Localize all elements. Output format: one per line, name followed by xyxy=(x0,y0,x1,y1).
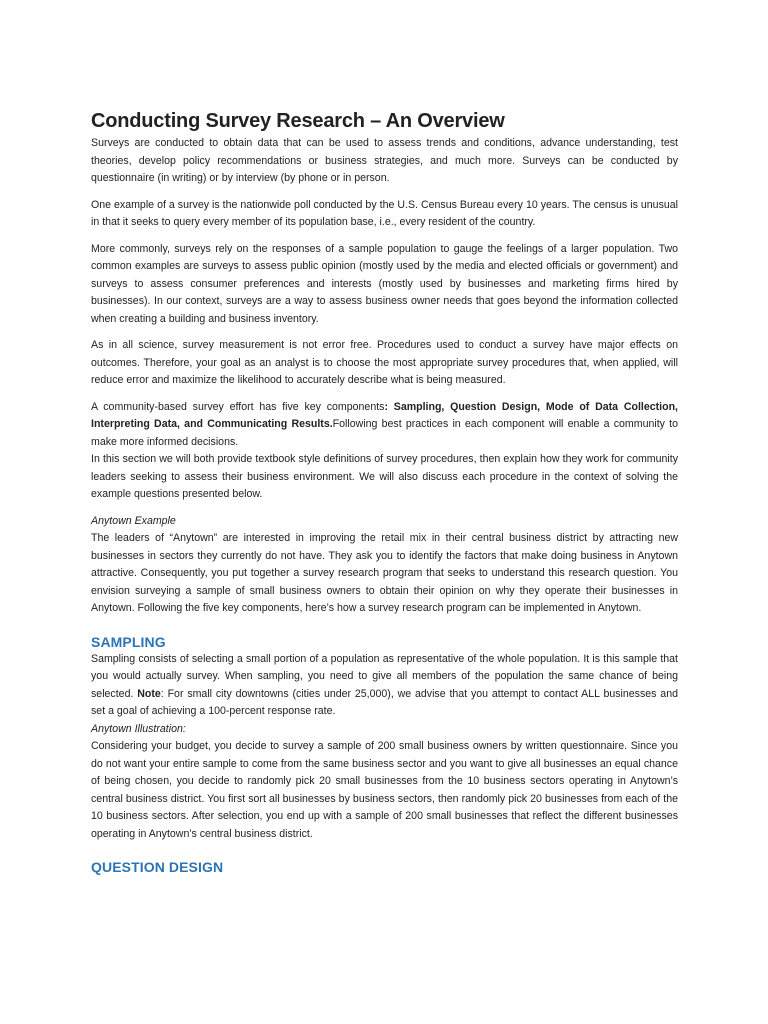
paragraph-sampling xyxy=(91,651,678,721)
document-body xyxy=(91,110,678,876)
sampling-text: Sampling consists of selecting a small portion of a population as representative of the whole population. It is this sample that you would actually survey. When sampling, you need to give all members of the population the same chance of being selected. xyxy=(91,652,678,700)
paragraph-intro: Surveys are conducted to obtain data that can be used to assess trends and conditions, advance understanding, test theories, develop policy recommendations or business strategies, and much more. Surveys can be conducted by questionnaire (in writing) or by interview (by phone or in person. xyxy=(91,137,678,184)
sampling-heading: SAMPLING xyxy=(91,633,166,650)
page-title: Conducting Survey Research – An Overview xyxy=(91,110,505,132)
paragraph-anytown: The leaders of “Anytown” are interested in improving the retail mix in their central business district by attracting new businesses in sectors they currently do not have. They ask you to identify the factors that make doing business in Anytown attractive. Consequently, you put together a survey research program that seeks to understand this research question. You envision surveying a sample of small business owners to obtain their opinion on why they operate their businesses in Anytown. Following the five key components, here’s how a survey research program can be implemented in Anytown. xyxy=(91,532,678,614)
sampling-note-label: Note xyxy=(137,687,161,700)
components-lead-text: A community-based survey effort has five key components xyxy=(91,400,385,413)
anytown-example-caption: Anytown Example xyxy=(91,514,176,527)
paragraph-section: In this section we will both provide textbook style definitions of survey procedures, then explain how they work for community leaders seeking to assess their business environment. We will also discuss each procedure in the context of solving the example questions presented below. xyxy=(91,453,678,500)
paragraph-census: One example of a survey is the nationwide poll conducted by the U.S. Census Bureau every 10 years. The census is unusual in that it seeks to query every member of its population base, i.e., every resident of the country. xyxy=(91,198,678,228)
paragraph-science: As in all science, survey measurement is not error free. Procedures used to conduct a survey have major effects on outcomes. Therefore, your goal as an analyst is to choose the most appropriate survey procedures that, when applied, will reduce error and maximize the likelihood to accurately describe what is being measured. xyxy=(91,339,678,386)
paragraph-commonly: More commonly, surveys rely on the responses of a sample population to gauge the feelings of a larger population. Two common examples are surveys to assess public opinion (mostly used by the media and elected officials or government) and surveys to assess consumer preferences and interests (mostly used by businesses and marketing firms hired by businesses). In our context, surveys are a way to assess business owner needs that goes beyond the information collected when creating a building and business inventory. xyxy=(91,242,678,325)
paragraph-components xyxy=(91,399,678,452)
paragraph-illustration: Considering your budget, you decide to survey a sample of 200 small business owners by written questionnaire. Since you do not want your entire sample to come from the same business sector and you want to give all businesses an equal chance of being chosen, you decide to randomly pick 20 small businesses from the 10 business sectors operating in Anytown’s central business district. You first sort all businesses by business sectors, then randomly pick 20 businesses from each of the 10 business sectors. After selection, you end up with a sample of 200 small businesses that reflect the different businesses operating in Anytown’s central business district. xyxy=(91,740,678,840)
components-list-bold: : Sampling, Question Design, Mode of Data Collection, Interpreting Data, and Communicating Results. xyxy=(91,400,678,430)
components-trail-text: Following best practices in each component will enable a community to make more informed decisions. xyxy=(91,418,678,448)
anytown-illustration-caption: Anytown Illustration: xyxy=(91,722,186,735)
question-design-heading: QUESTION DESIGN xyxy=(91,859,224,875)
sampling-note-text: : For small city downtowns (cities under 25,000), we advise that you attempt to contact ALL businesses and set a goal of achieving a 100-percent response rate. xyxy=(91,687,678,717)
